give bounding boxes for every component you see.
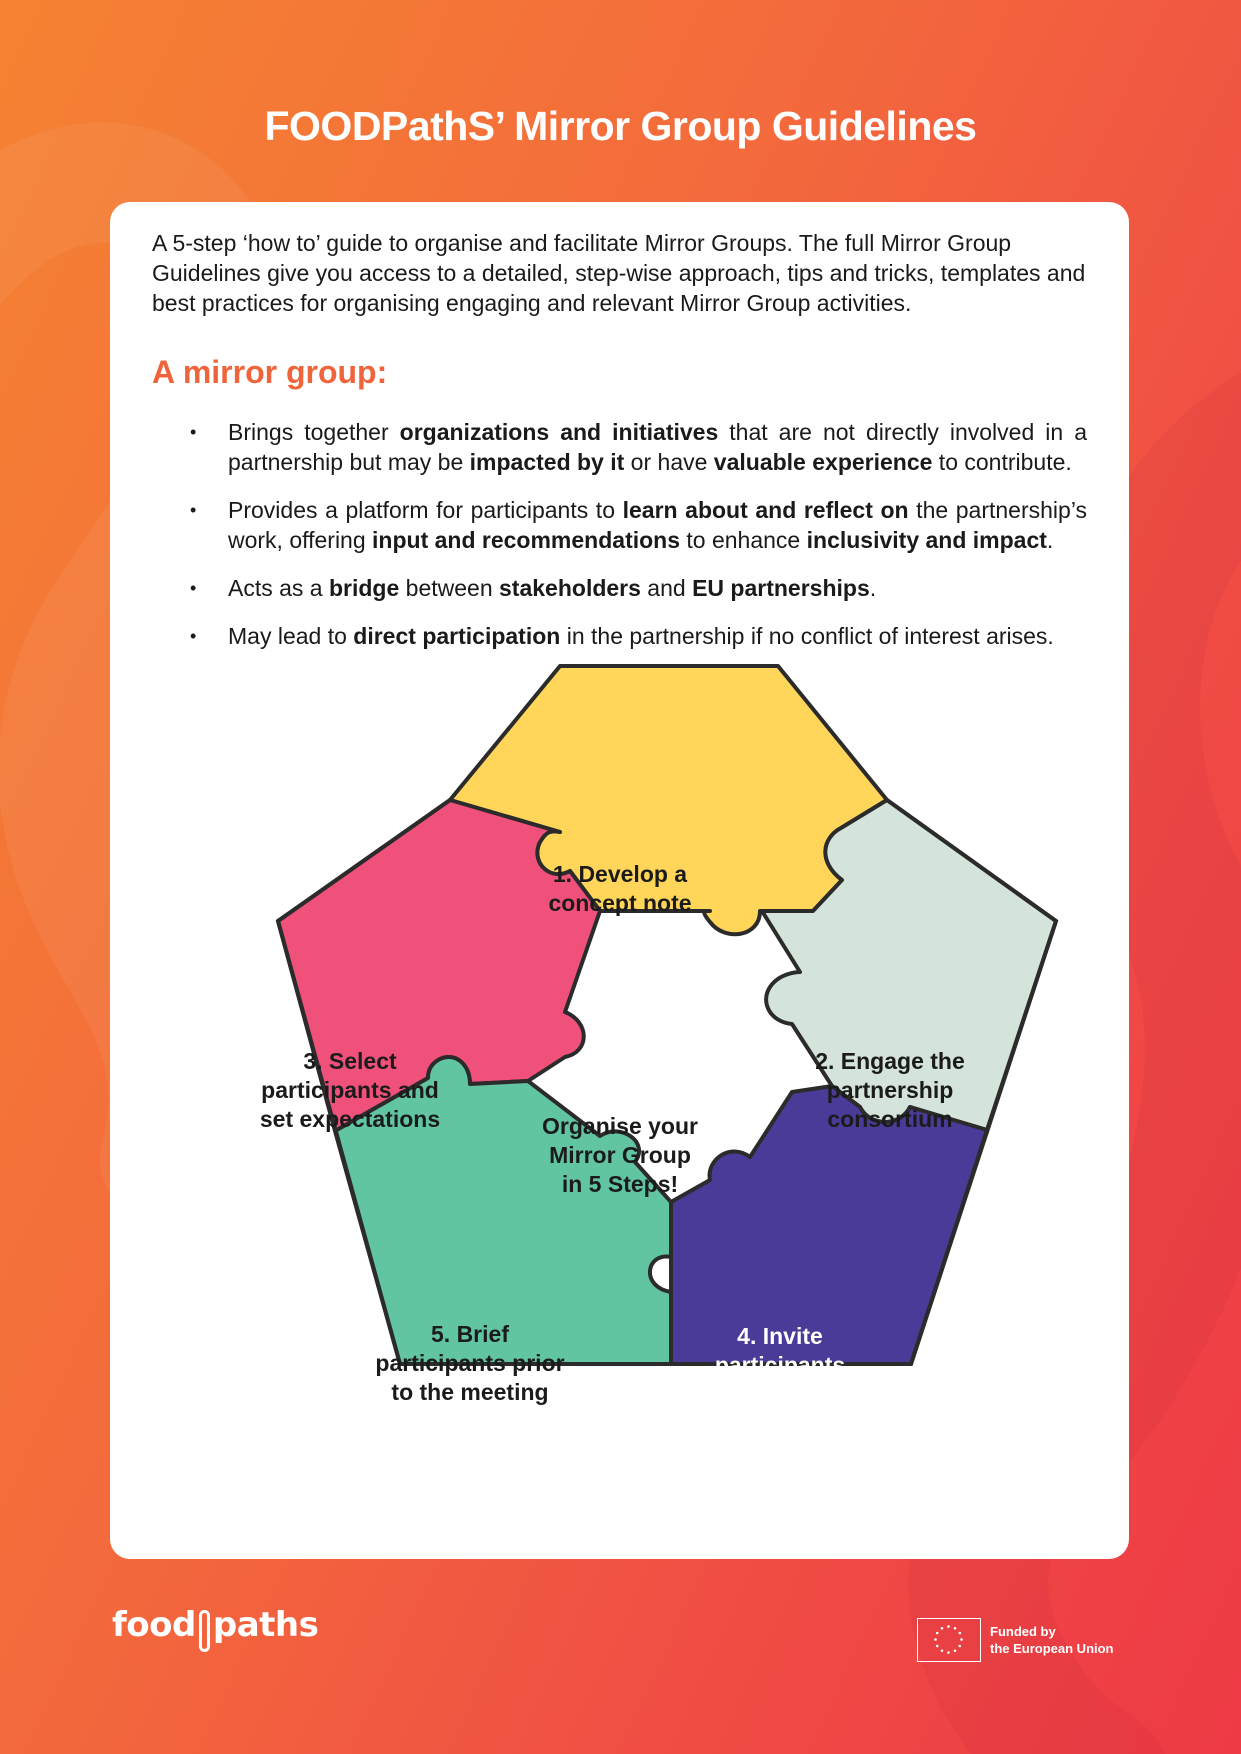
- step-3-label: [230, 1047, 470, 1134]
- label-line: to the meeting: [391, 1379, 549, 1405]
- bullet-dot-icon: •: [190, 422, 197, 442]
- label-line: 4. Invite: [737, 1323, 823, 1349]
- section-heading: A mirror group:: [152, 354, 388, 390]
- eu-star-icon: [954, 1649, 957, 1652]
- bullet-text: or have: [624, 449, 714, 475]
- bullet-dot-icon: •: [190, 500, 197, 520]
- label-line: participants: [714, 1352, 846, 1378]
- eu-line-2: the European Union: [990, 1641, 1114, 1656]
- bullet-emphasis: input and recommendations: [372, 527, 681, 553]
- bullet-text: the partnership’s work, offering: [228, 497, 1088, 553]
- label-line: 3. Select: [303, 1048, 397, 1074]
- eu-star-icon: [936, 1645, 939, 1648]
- label-line: Organise your: [542, 1113, 698, 1139]
- bullet-text: Brings together: [228, 419, 400, 445]
- bullet-emphasis: organizations and initiatives: [399, 419, 719, 445]
- bullet-text: to enhance: [680, 527, 807, 553]
- bullet-dot-icon: •: [190, 626, 197, 646]
- eu-star-icon: [960, 1638, 963, 1641]
- bullet-text: between: [399, 575, 500, 601]
- label-line: concept note: [548, 890, 692, 916]
- bullet-text: Provides a platform for participants to: [228, 497, 623, 523]
- bullet-emphasis: valuable experience: [713, 449, 933, 475]
- bullet-text: that are not directly involved in a partnership but may be: [228, 419, 1088, 475]
- eu-star-icon: [947, 1625, 950, 1628]
- step-4-label: [670, 1322, 890, 1380]
- bullet-emphasis: EU partnerships: [692, 575, 870, 601]
- bullet-text: Acts as a: [228, 575, 329, 601]
- bullet-text: to contribute.: [932, 449, 1072, 475]
- label-line: partnership: [826, 1077, 954, 1103]
- bullet-emphasis: inclusivity and impact: [806, 527, 1047, 553]
- bullet-text: May lead to: [228, 623, 354, 649]
- step-2-label: [770, 1047, 1010, 1134]
- eu-funding-badge: [917, 1618, 1114, 1662]
- intro-paragraph: A 5-step ‘how to’ guide to organise and facilitate Mirror Groups. The full Mirror Group Guidelines give you access to a detailed, step-wise approach, tips and tricks, templates and best practices for organising engaging and relevant Mirror Group activities.: [152, 230, 1086, 316]
- foodpaths-logo: [112, 1604, 318, 1646]
- eu-star-icon: [958, 1645, 961, 1648]
- label-line: consortium: [827, 1106, 953, 1132]
- eu-star-icon: [941, 1649, 944, 1652]
- logo-text-right: paths: [212, 1605, 319, 1645]
- label-line: 2. Engage the: [815, 1048, 965, 1074]
- bullet-text: .: [1046, 527, 1054, 553]
- bullet-dot-icon: •: [190, 578, 197, 598]
- label-line: Mirror Group: [549, 1142, 691, 1168]
- bullet-emphasis: direct participation: [353, 623, 561, 649]
- label-line: 5. Brief: [431, 1321, 509, 1347]
- diagram-center-label: [510, 1112, 730, 1199]
- label-line: set expectations: [259, 1106, 441, 1132]
- page-title: FOODPathS’ Mirror Group Guidelines: [264, 103, 977, 149]
- eu-star-icon: [936, 1632, 939, 1635]
- step-5-label: [350, 1320, 590, 1407]
- logo-text-left: food: [112, 1605, 196, 1645]
- label-line: 1. Develop a: [552, 861, 688, 887]
- eu-funding-text: [990, 1623, 1114, 1657]
- bullet-emphasis: learn about and reflect on: [622, 497, 909, 523]
- bullet-emphasis: stakeholders: [499, 575, 641, 601]
- bullet-emphasis: impacted by it: [469, 449, 625, 475]
- eu-star-icon: [947, 1651, 950, 1654]
- content-card: [110, 202, 1129, 1559]
- eu-line-1: Funded by: [990, 1624, 1056, 1639]
- eu-star-icon: [941, 1627, 944, 1630]
- step-1-label: [500, 860, 740, 918]
- bullet-text: and: [640, 575, 693, 601]
- bullet-text: in the partnership if no conflict of interest arises.: [560, 623, 1054, 649]
- label-line: in 5 Steps!: [561, 1171, 679, 1197]
- eu-star-icon: [954, 1627, 957, 1630]
- logo-bar-icon: [199, 1610, 210, 1652]
- eu-flag-icon: [917, 1618, 981, 1662]
- label-line: participants and: [261, 1077, 439, 1103]
- eu-star-icon: [958, 1632, 961, 1635]
- label-line: participants prior: [375, 1350, 565, 1376]
- eu-star-icon: [934, 1638, 937, 1641]
- bullet-text: .: [869, 575, 877, 601]
- bullet-emphasis: bridge: [328, 575, 400, 601]
